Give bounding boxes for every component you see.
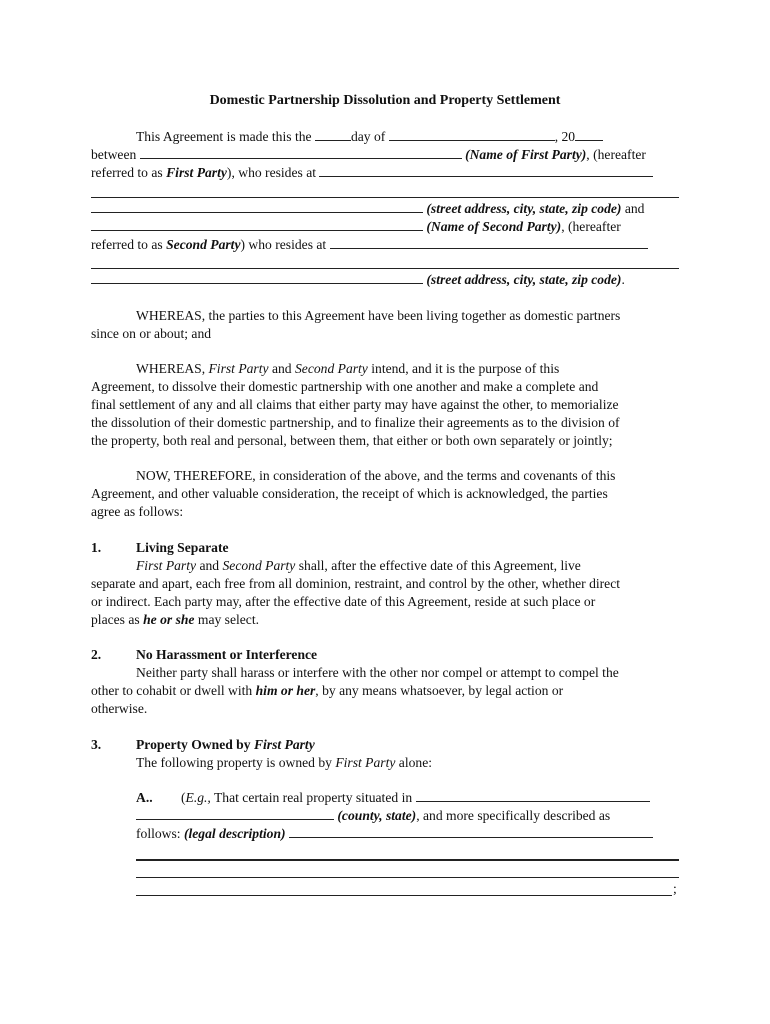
whereas1-line-2: since on or about; and xyxy=(91,326,212,341)
legal-description-line-4[interactable] xyxy=(136,895,672,896)
whereas2-line-3: final settlement of any and all claims that either party may have against the other, to memorialize xyxy=(91,397,619,412)
intro-line-2: between (Name of First Party), (hereafter xyxy=(91,147,646,162)
first-party-address-cont-field[interactable] xyxy=(91,200,423,213)
section-2-heading: No Harassment or Interference xyxy=(136,647,318,662)
second-party-address-field[interactable] xyxy=(330,236,648,249)
first-party-name-field[interactable] xyxy=(140,146,462,159)
second-party-address-cont-field[interactable] xyxy=(91,271,423,284)
legal-description-line-3[interactable] xyxy=(136,877,679,878)
second-party-address-line[interactable] xyxy=(91,268,679,269)
item-a-line-2: (county, state), and more specifically described as xyxy=(136,807,610,825)
year-field[interactable] xyxy=(575,128,603,141)
day-field[interactable] xyxy=(315,128,351,141)
intro-line-9: (street address, city, state, zip code). xyxy=(91,271,625,289)
section-1-line-3: or indirect. Each party may, after the effective date of this Agreement, reside at such place or xyxy=(91,594,596,609)
legal-description-field[interactable] xyxy=(289,825,653,838)
whereas2-line-2: Agreement, to dissolve their domestic partnership with one another and make a complete and xyxy=(91,379,599,394)
section-1-line-2: separate and apart, each free from all dominion, restraint, and control by the other, whether direct xyxy=(91,576,621,591)
item-a-label: A.. xyxy=(136,790,153,805)
property-location-field[interactable] xyxy=(416,789,650,802)
second-party-name-field[interactable] xyxy=(91,218,423,231)
now-line-3: agree as follows: xyxy=(91,504,184,519)
item-a-end-semicolon: ; xyxy=(673,881,677,896)
section-3-number: 3. xyxy=(91,737,102,752)
item-a-line-3: follows: (legal description) xyxy=(136,825,653,843)
intro-line-3: referred to as First Party), who resides at xyxy=(91,164,653,182)
section-1-line-1: First Party and Second Party shall, after the effective date of this Agreement, live xyxy=(136,558,581,573)
first-party-address-line[interactable] xyxy=(91,197,679,198)
document-title: Domestic Partnership Dissolution and Property Settlement xyxy=(209,93,561,108)
now-line-2: Agreement, and other valuable consideration, the receipt of which is acknowledged, the parties xyxy=(91,486,608,501)
month-field[interactable] xyxy=(389,128,555,141)
county-state-field[interactable] xyxy=(136,807,334,820)
section-1-line-4: places as he or she may select. xyxy=(91,612,260,627)
item-a-line-1: (E.g., That certain real property situated in xyxy=(181,789,650,807)
intro-line-6: (Name of Second Party), (hereafter xyxy=(91,218,621,236)
section-1-number: 1. xyxy=(91,540,102,555)
legal-description-line-2[interactable] xyxy=(136,859,679,861)
section-1-heading: Living Separate xyxy=(136,540,229,555)
section-3-heading: Property Owned by First Party xyxy=(136,737,315,752)
section-2-line-2: other to cohabit or dwell with him or her, by any means whatsoever, by legal action or xyxy=(91,683,564,698)
intro-line-5: (street address, city, state, zip code) and xyxy=(91,200,644,218)
section-2-line-1: Neither party shall harass or interfere with the other nor compel or attempt to compel the xyxy=(136,665,619,680)
now-line-1: NOW, THEREFORE, in consideration of the above, and the terms and covenants of this xyxy=(136,468,616,483)
section-3-line-1: The following property is owned by First Party alone: xyxy=(136,755,433,770)
section-2-line-3: otherwise. xyxy=(91,701,148,716)
intro-line-7: referred to as Second Party) who resides at xyxy=(91,236,648,254)
whereas2-line-1: WHEREAS, First Party and Second Party intend, and it is the purpose of this xyxy=(136,361,560,376)
whereas2-line-5: the property, both real and personal, between them, that either or both own separately or jointly; xyxy=(91,433,613,448)
whereas1-line-1: WHEREAS, the parties to this Agreement have been living together as domestic partners xyxy=(136,308,621,323)
first-party-address-field[interactable] xyxy=(319,164,653,177)
whereas2-line-4: the dissolution of their domestic partnership, and to finalize their agreements as to the division of xyxy=(91,415,620,430)
section-2-number: 2. xyxy=(91,647,102,662)
intro-line-1: This Agreement is made this the day of , 20 xyxy=(136,128,603,146)
